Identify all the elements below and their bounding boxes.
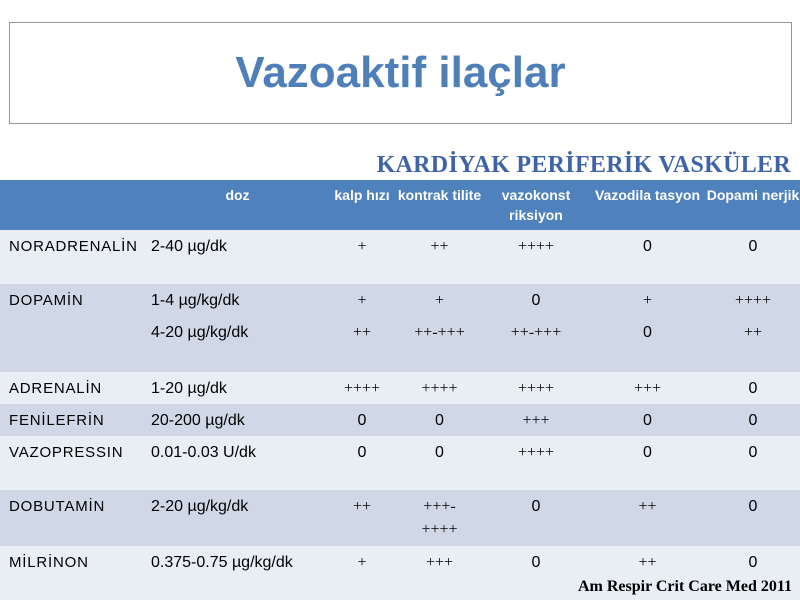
drug-table: [0, 180, 800, 600]
cell-kontrak: 0: [435, 412, 444, 429]
cell-dopami: ++: [743, 324, 763, 341]
cell-dose: 0.01-0.03 U/dk: [151, 444, 256, 461]
cell-drug: DOBUTAMİN: [9, 498, 106, 515]
table-row: [0, 436, 800, 490]
table-row: [0, 490, 800, 546]
header-kalp: kalp hızı: [334, 187, 390, 203]
cell-kontrak: ++-+++: [414, 324, 465, 341]
cell-kalp: ++: [352, 324, 372, 341]
header-dopami: Dopami nerjik: [706, 187, 800, 203]
cell-dose: 1-20 µg/dk: [151, 380, 227, 397]
cell-vazokonst: 0: [531, 498, 541, 515]
cell-dopami: ++++: [734, 292, 772, 309]
header-drug: [0, 180, 147, 230]
cell-drug: ADRENALİN: [9, 380, 103, 397]
cell-drug: [0, 316, 147, 372]
cell-vazodila: +++: [633, 380, 662, 397]
cell-dopami: 0: [748, 238, 758, 255]
cell-dose: 2-20 µg/kg/dk: [151, 498, 249, 515]
cell-kalp: 0: [357, 412, 367, 429]
cell-vazokonst: 0: [531, 554, 541, 571]
cell-drug: VAZOPRESSIN: [9, 444, 124, 461]
cell-kontrak: +++: [425, 554, 454, 571]
cell-vazokonst: 0: [531, 292, 541, 309]
cell-kalp: +: [357, 238, 367, 255]
cell-kontrak: 0: [435, 444, 444, 461]
slide-subtitle: KARDİYAK PERİFERİK VASKÜLER: [376, 152, 791, 178]
cell-vazodila: 0: [643, 412, 652, 429]
cell-dose: 0.375-0.75 µg/kg/dk: [151, 554, 293, 571]
cell-dose: 1-4 µg/kg/dk: [151, 292, 240, 309]
cell-kalp: 0: [357, 444, 367, 461]
cell-dopami: 0: [748, 380, 758, 397]
cell-drug: MİLRİNON: [9, 554, 89, 571]
cell-kalp: ++: [352, 498, 372, 515]
header-vazodila: Vazodila tasyon: [594, 187, 701, 203]
cell-kontrak: ++: [430, 238, 449, 255]
cell-kalp: ++++: [343, 380, 381, 397]
cell-vazokonst: +++: [522, 412, 550, 429]
cell-kontrak: ++++: [421, 380, 458, 397]
header-kontrak: kontrak tilite: [397, 187, 482, 203]
table-header-row: [0, 180, 800, 230]
cell-vazodila: +: [642, 292, 653, 309]
cell-kontrak: +: [434, 292, 445, 309]
cell-dose: 2-40 µg/dk: [151, 238, 227, 255]
table-row: [0, 316, 800, 372]
table-row: [0, 372, 800, 404]
table-row: [0, 404, 800, 436]
cell-dopami: 0: [748, 444, 758, 461]
table-row: [0, 284, 800, 316]
table-row: [0, 230, 800, 284]
header-vazokonst: vazokonst riksiyon: [501, 187, 571, 223]
cell-kalp: +: [357, 554, 367, 571]
cell-drug: NORADRENALİN: [9, 238, 138, 255]
cell-kalp: +: [357, 292, 367, 309]
cell-vazodila: 0: [643, 324, 652, 341]
cell-vazokonst: ++++: [517, 380, 555, 397]
slide-title: Vazoaktif ilaçlar: [235, 48, 566, 97]
citation-source: Am Respir Crit Care Med 2011: [577, 578, 792, 595]
cell-vazokonst: ++++: [517, 444, 555, 461]
cell-drug: DOPAMİN: [9, 292, 84, 309]
cell-vazodila: ++: [638, 554, 657, 571]
cell-vazodila: 0: [643, 238, 652, 255]
cell-vazodila: 0: [643, 444, 652, 461]
title-box: [9, 22, 792, 124]
cell-dopami: 0: [748, 498, 758, 515]
cell-vazokonst: ++++: [517, 238, 555, 255]
cell-kontrak: +++-++++: [421, 498, 458, 538]
header-dose: doz: [225, 187, 250, 203]
cell-drug: FENİLEFRİN: [9, 412, 105, 429]
cell-dose: 4-20 µg/kg/dk: [151, 324, 249, 341]
cell-dopami: 0: [748, 554, 758, 571]
cell-vazodila: ++: [638, 498, 657, 515]
cell-dose: 20-200 µg/dk: [151, 412, 245, 429]
cell-vazokonst: ++-+++: [510, 324, 562, 341]
cell-dopami: 0: [748, 412, 758, 429]
